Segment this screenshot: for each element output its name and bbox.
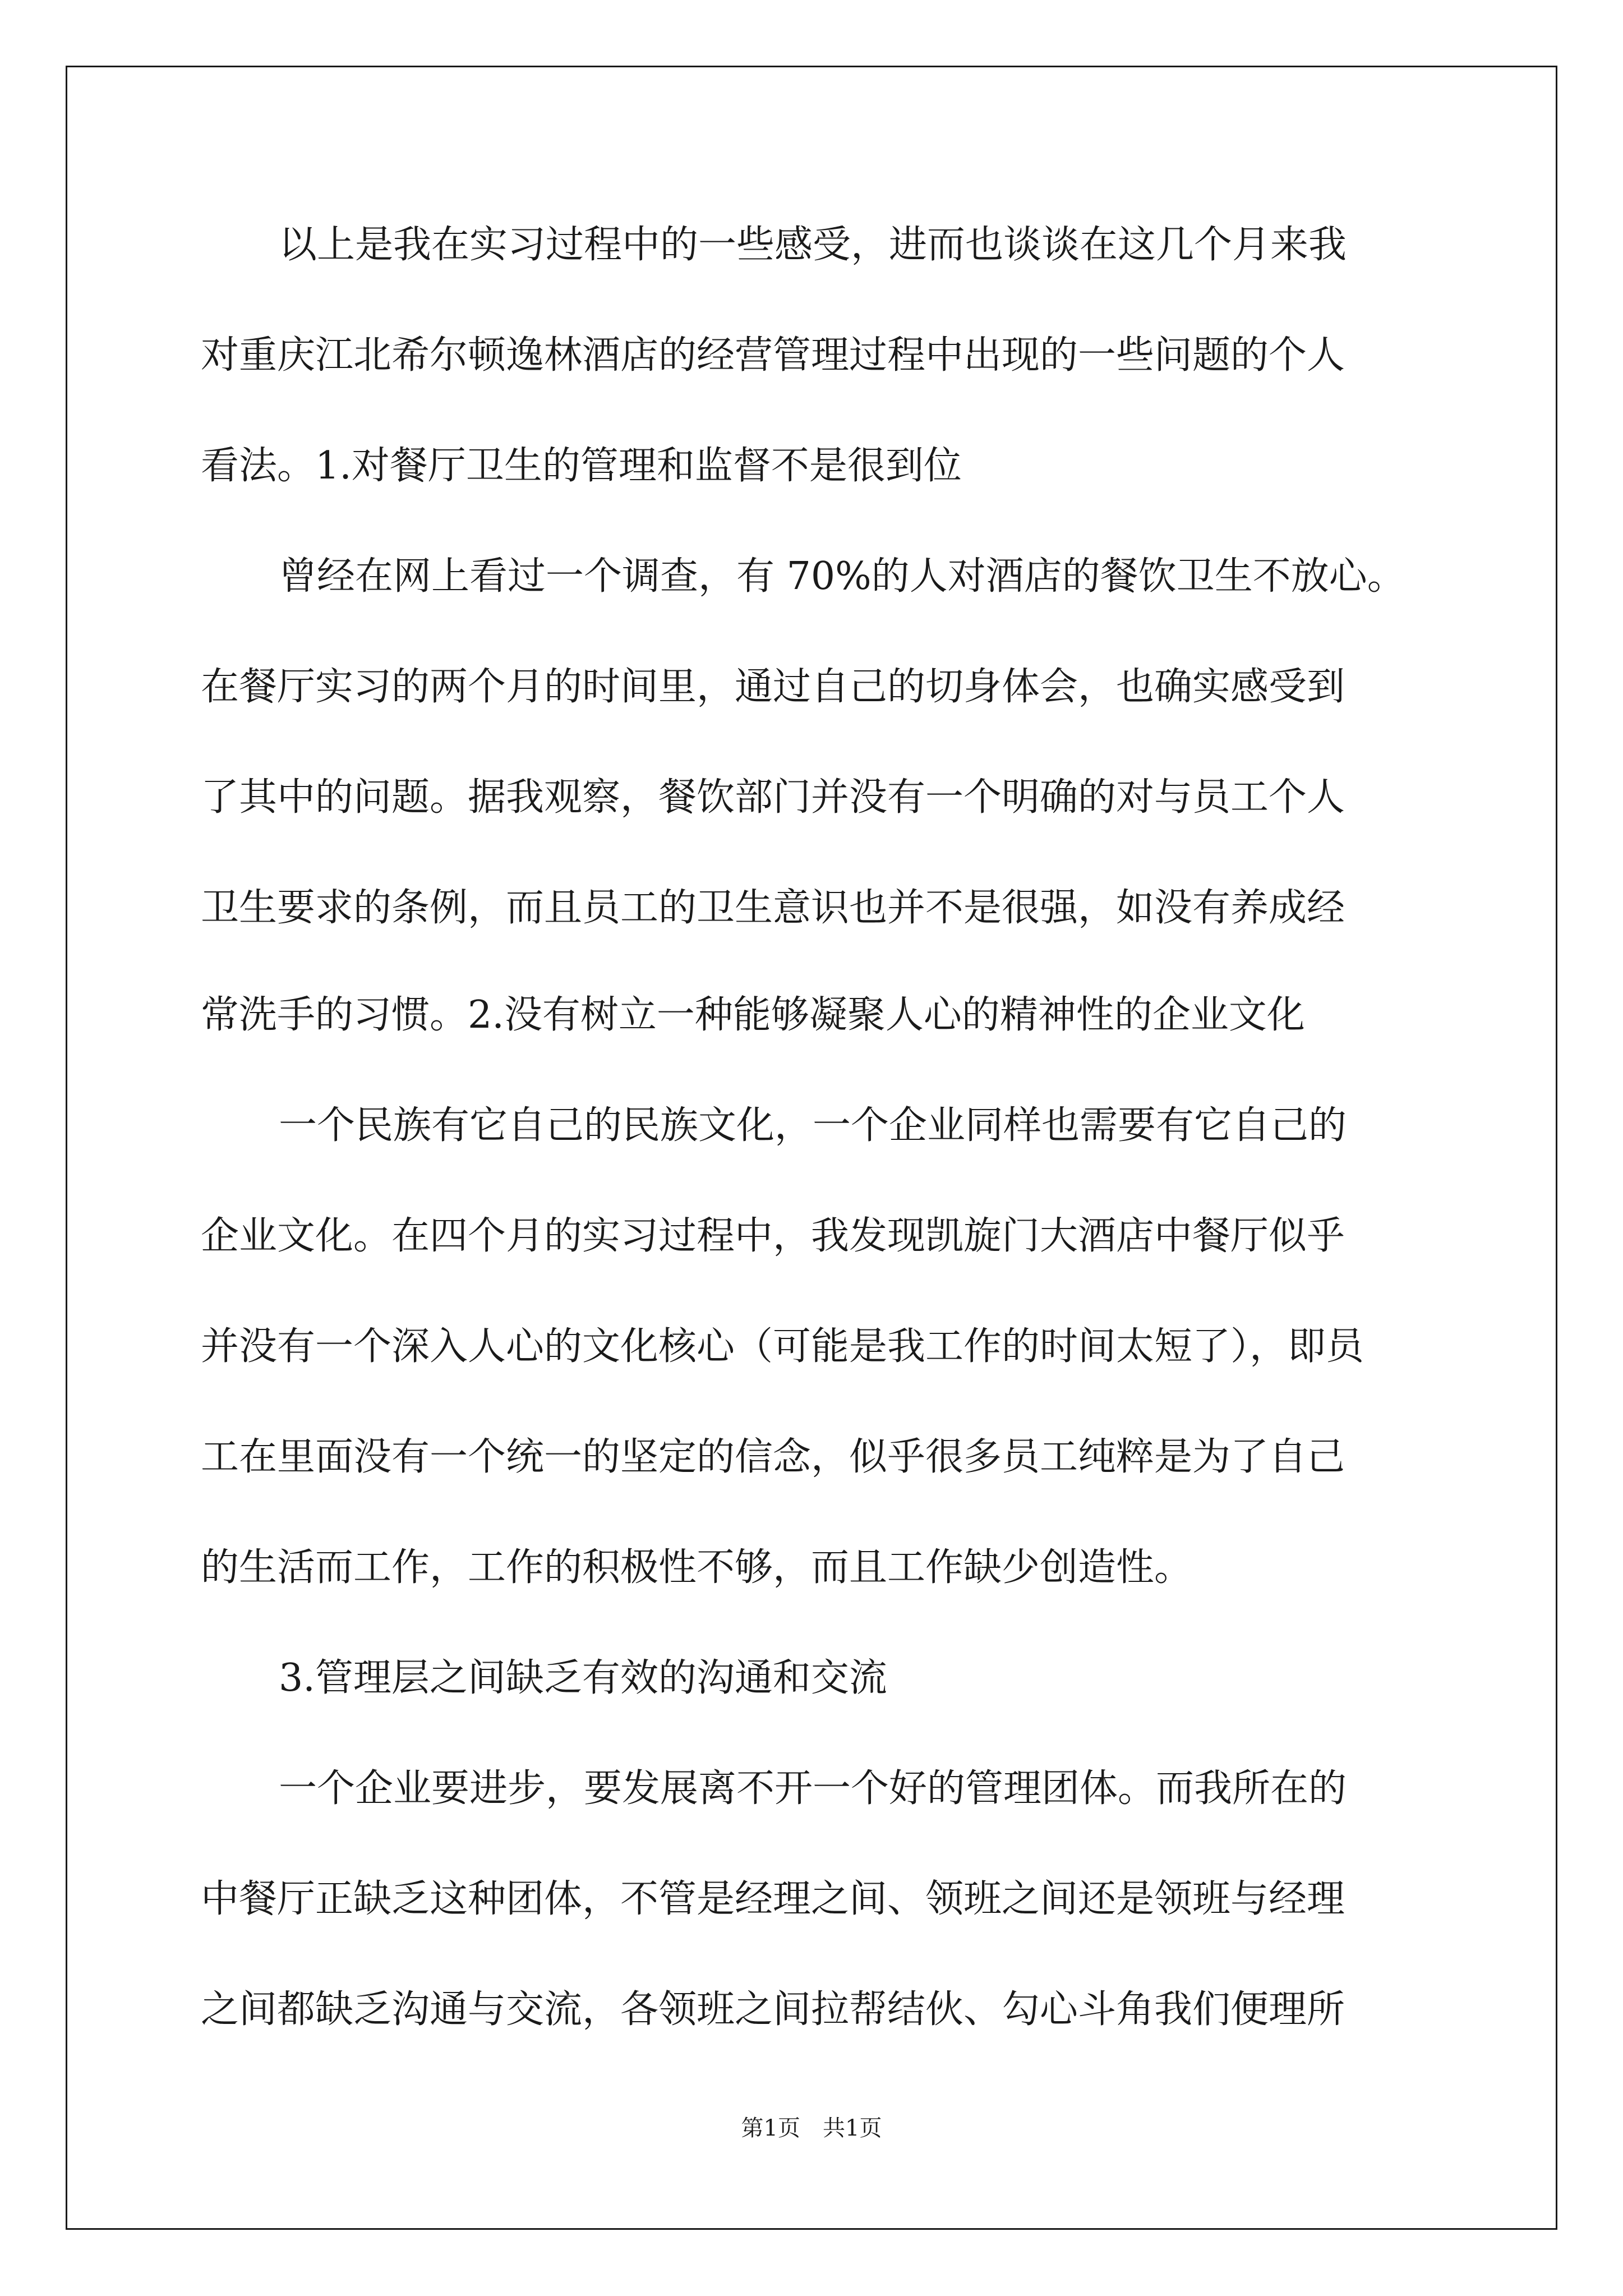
paragraph-5-line-1: 一个企业要进步，要发展离不开一个好的管理团体。而我所在的 [279, 1766, 1347, 1811]
paragraph-1-line-2: 对重庆江北希尔顿逸林酒店的经营管理过程中出现的一些问题的个人 [201, 333, 1345, 378]
paragraph-3-line-4: 工在里面没有一个统一的坚定的信念，似乎很多员工纯粹是为了自己 [201, 1435, 1345, 1479]
paragraph-3-line-3: 并没有一个深入人心的文化核心（可能是我工作的时间太短了），即员 [201, 1324, 1364, 1369]
paragraph-5-line-3: 之间都缺乏沟通与交流，各领班之间拉帮结伙、勾心斗角我们便理所 [201, 1987, 1345, 2032]
paragraph-1-line-1: 以上是我在实习过程中的一些感受，进而也谈谈在这几个月来我 [279, 223, 1347, 267]
paragraph-2-line-4: 卫生要求的条例，而且员工的卫生意识也并不是很强，如没有养成经 [201, 886, 1345, 930]
paragraph-2-line-1: 曾经在网上看过一个调查，有 70%的人对酒店的餐饮卫生不放心。 [279, 554, 1405, 599]
paragraph-2-line-5: 常洗手的习惯。2.没有树立一种能够凝聚人心的精神性的企业文化 [201, 993, 1305, 1037]
paragraph-4-line-1: 3.管理层之间缺乏有效的沟通和交流 [279, 1656, 887, 1700]
paragraph-3-line-1: 一个民族有它自己的民族文化，一个企业同样也需要有它自己的 [279, 1103, 1347, 1148]
paragraph-2-line-3: 了其中的问题。据我观察，餐饮部门并没有一个明确的对与员工个人 [201, 775, 1345, 820]
paragraph-2-line-2: 在餐厅实习的两个月的时间里，通过自己的切身体会，也确实感受到 [201, 665, 1345, 709]
page-number-footer: 第1页 共1页 [741, 2115, 882, 2141]
paragraph-3-line-2: 企业文化。在四个月的实习过程中，我发现凯旋门大酒店中餐厅似乎 [201, 1214, 1345, 1258]
paragraph-5-line-2: 中餐厅正缺乏这种团体，不管是经理之间、领班之间还是领班与经理 [201, 1877, 1345, 1921]
paragraph-1-line-3: 看法。1.对餐厅卫生的管理和监督不是很到位 [201, 444, 962, 488]
paragraph-3-line-5: 的生活而工作，工作的积极性不够，而且工作缺少创造性。 [201, 1545, 1193, 1590]
